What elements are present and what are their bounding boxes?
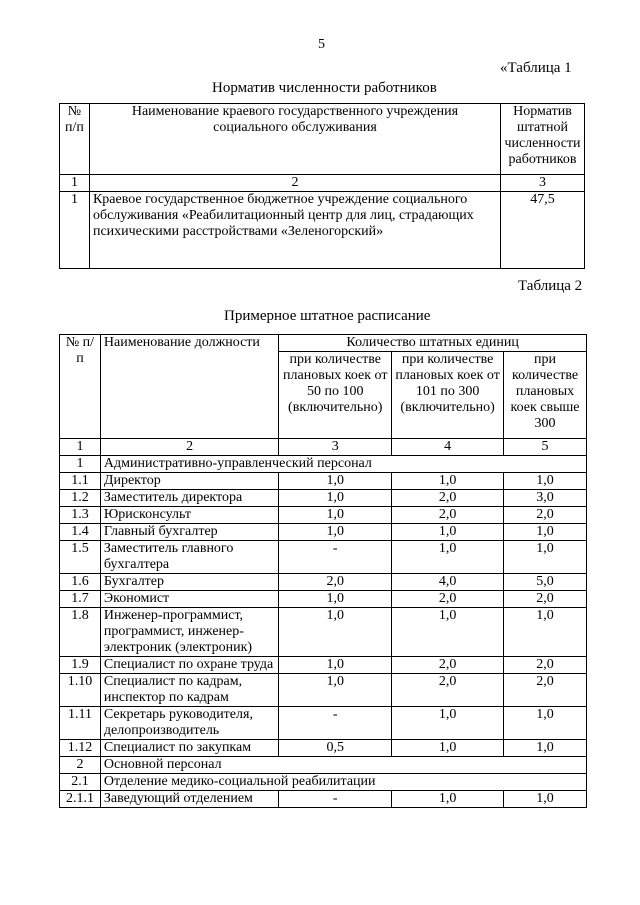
staff-count-v1: 0,5 [279, 740, 392, 757]
section-title: Основной персонал [100, 757, 586, 774]
staff-count-v3: 3,0 [504, 490, 587, 507]
position-name: Главный бухгалтер [100, 524, 278, 541]
staff-count-v1: 1,0 [279, 490, 392, 507]
position-name: Специалист по кадрам, инспектор по кадрам [100, 674, 278, 707]
table-row [60, 707, 587, 740]
staff-count-v1: 2,0 [279, 574, 392, 591]
row-num: 2.1 [60, 774, 101, 791]
staff-count-v3: 1,0 [504, 541, 587, 574]
section-row [60, 774, 587, 791]
table-row [60, 507, 587, 524]
table2-body [60, 456, 587, 808]
table2-title: Примерное штатное расписание [224, 308, 431, 324]
table-row [60, 574, 587, 591]
staff-count-v3: 1,0 [504, 473, 587, 490]
header-position: Наименование должности [100, 335, 278, 439]
staff-count-v3: 2,0 [504, 657, 587, 674]
staff-count-v2: 1,0 [392, 707, 504, 740]
header-col4: при количестве плановых коек от 101 по 300 (включительно) [392, 352, 504, 439]
table-row [60, 657, 587, 674]
row-num: 1.9 [60, 657, 101, 674]
staff-count-v1: - [279, 707, 392, 740]
staff-count-v2: 2,0 [392, 490, 504, 507]
staff-count-v1: 1,0 [279, 524, 392, 541]
staff-count-v2: 2,0 [392, 674, 504, 707]
position-name: Инженер-программист, программист, инженер-электроник (электроник) [100, 608, 278, 657]
table2-index-row [60, 439, 587, 456]
position-name: Экономист [100, 591, 278, 608]
staff-count-v2: 1,0 [392, 473, 504, 490]
row-num: 1.7 [60, 591, 101, 608]
page-number: 5 [318, 37, 325, 52]
staff-count-v3: 1,0 [504, 608, 587, 657]
index-cell: 4 [392, 439, 504, 456]
row-num: 1 [60, 192, 90, 269]
table-row [60, 608, 587, 657]
staff-count-v1: 1,0 [279, 507, 392, 524]
position-name: Секретарь руководителя, делопроизводитель [100, 707, 278, 740]
staff-count-v3: 1,0 [504, 740, 587, 757]
table2-header-row [60, 335, 587, 352]
table2-caption: Таблица 2 [518, 278, 583, 294]
staff-count-v1: 1,0 [279, 608, 392, 657]
position-name: Бухгалтер [100, 574, 278, 591]
table-row [60, 541, 587, 574]
table1-index-row [60, 175, 585, 192]
table-row [60, 674, 587, 707]
index-cell: 1 [60, 439, 101, 456]
table1-header-row [60, 104, 585, 175]
row-num: 1.5 [60, 541, 101, 574]
header-num: № п/п [60, 104, 90, 175]
staff-count-v3: 2,0 [504, 591, 587, 608]
position-name: Заместитель главного бухгалтера [100, 541, 278, 574]
header-count-group: Количество штатных единиц [279, 335, 587, 352]
section-row [60, 757, 587, 774]
table-row [60, 192, 585, 269]
row-num: 2 [60, 757, 101, 774]
row-num: 1.6 [60, 574, 101, 591]
staff-count-v2: 1,0 [392, 608, 504, 657]
staff-count-v1: 1,0 [279, 473, 392, 490]
staff-schedule-table [59, 334, 587, 808]
staff-count-v1: 1,0 [279, 657, 392, 674]
table-row [60, 591, 587, 608]
position-name: Заведующий отделением [100, 791, 278, 808]
staff-count-v3: 5,0 [504, 574, 587, 591]
staff-count-v3: 1,0 [504, 791, 587, 808]
staff-count-v2: 1,0 [392, 791, 504, 808]
staff-count-v1: - [279, 541, 392, 574]
index-cell: 2 [100, 439, 278, 456]
staff-count-v2: 1,0 [392, 740, 504, 757]
staff-count-v2: 1,0 [392, 524, 504, 541]
header-col5: при количестве плановых коек свыше 300 [504, 352, 587, 439]
position-name: Юрисконсульт [100, 507, 278, 524]
row-num: 1.2 [60, 490, 101, 507]
index-cell: 1 [60, 175, 90, 192]
staff-count-v3: 1,0 [504, 707, 587, 740]
table1-title: Норматив численности работников [212, 80, 437, 96]
header-norm: Норматив штатной численности работников [500, 104, 584, 175]
row-num: 1.8 [60, 608, 101, 657]
staff-count-v2: 2,0 [392, 591, 504, 608]
header-col3: при количестве плановых коек от 50 по 100 (включительно) [279, 352, 392, 439]
table-row [60, 791, 587, 808]
staff-count-v2: 1,0 [392, 541, 504, 574]
position-name: Директор [100, 473, 278, 490]
section-title: Административно-управленческий персонал [100, 456, 586, 473]
index-cell: 2 [89, 175, 500, 192]
row-num: 1.3 [60, 507, 101, 524]
table-row [60, 524, 587, 541]
staff-count-v1: - [279, 791, 392, 808]
staff-count-v1: 1,0 [279, 591, 392, 608]
row-num: 1 [60, 456, 101, 473]
norm-value: 47,5 [500, 192, 584, 269]
section-title: Отделение медико-социальной реабилитации [100, 774, 586, 791]
table-row [60, 490, 587, 507]
table1-caption: «Таблица 1 [500, 60, 572, 76]
row-num: 1.10 [60, 674, 101, 707]
row-num: 1.1 [60, 473, 101, 490]
staffing-norm-table [59, 103, 585, 269]
institution-name: Краевое государственное бюджетное учреждение социального обслуживания «Реабилитационный центр для лиц, страдающих психическими расстройствами «Зеленогорский» [89, 192, 500, 269]
header-institution: Наименование краевого государственного учреждения социального обслуживания [89, 104, 500, 175]
position-name: Специалист по закупкам [100, 740, 278, 757]
staff-count-v3: 2,0 [504, 507, 587, 524]
staff-count-v3: 2,0 [504, 674, 587, 707]
header-num: № п/п [60, 335, 101, 439]
table-row [60, 473, 587, 490]
staff-count-v2: 4,0 [392, 574, 504, 591]
staff-count-v1: 1,0 [279, 674, 392, 707]
row-num: 1.4 [60, 524, 101, 541]
index-cell: 5 [504, 439, 587, 456]
index-cell: 3 [500, 175, 584, 192]
position-name: Заместитель директора [100, 490, 278, 507]
staff-count-v3: 1,0 [504, 524, 587, 541]
row-num: 2.1.1 [60, 791, 101, 808]
position-name: Специалист по охране труда [100, 657, 278, 674]
row-num: 1.11 [60, 707, 101, 740]
index-cell: 3 [279, 439, 392, 456]
table-row [60, 740, 587, 757]
staff-count-v2: 2,0 [392, 507, 504, 524]
staff-count-v2: 2,0 [392, 657, 504, 674]
row-num: 1.12 [60, 740, 101, 757]
section-row [60, 456, 587, 473]
